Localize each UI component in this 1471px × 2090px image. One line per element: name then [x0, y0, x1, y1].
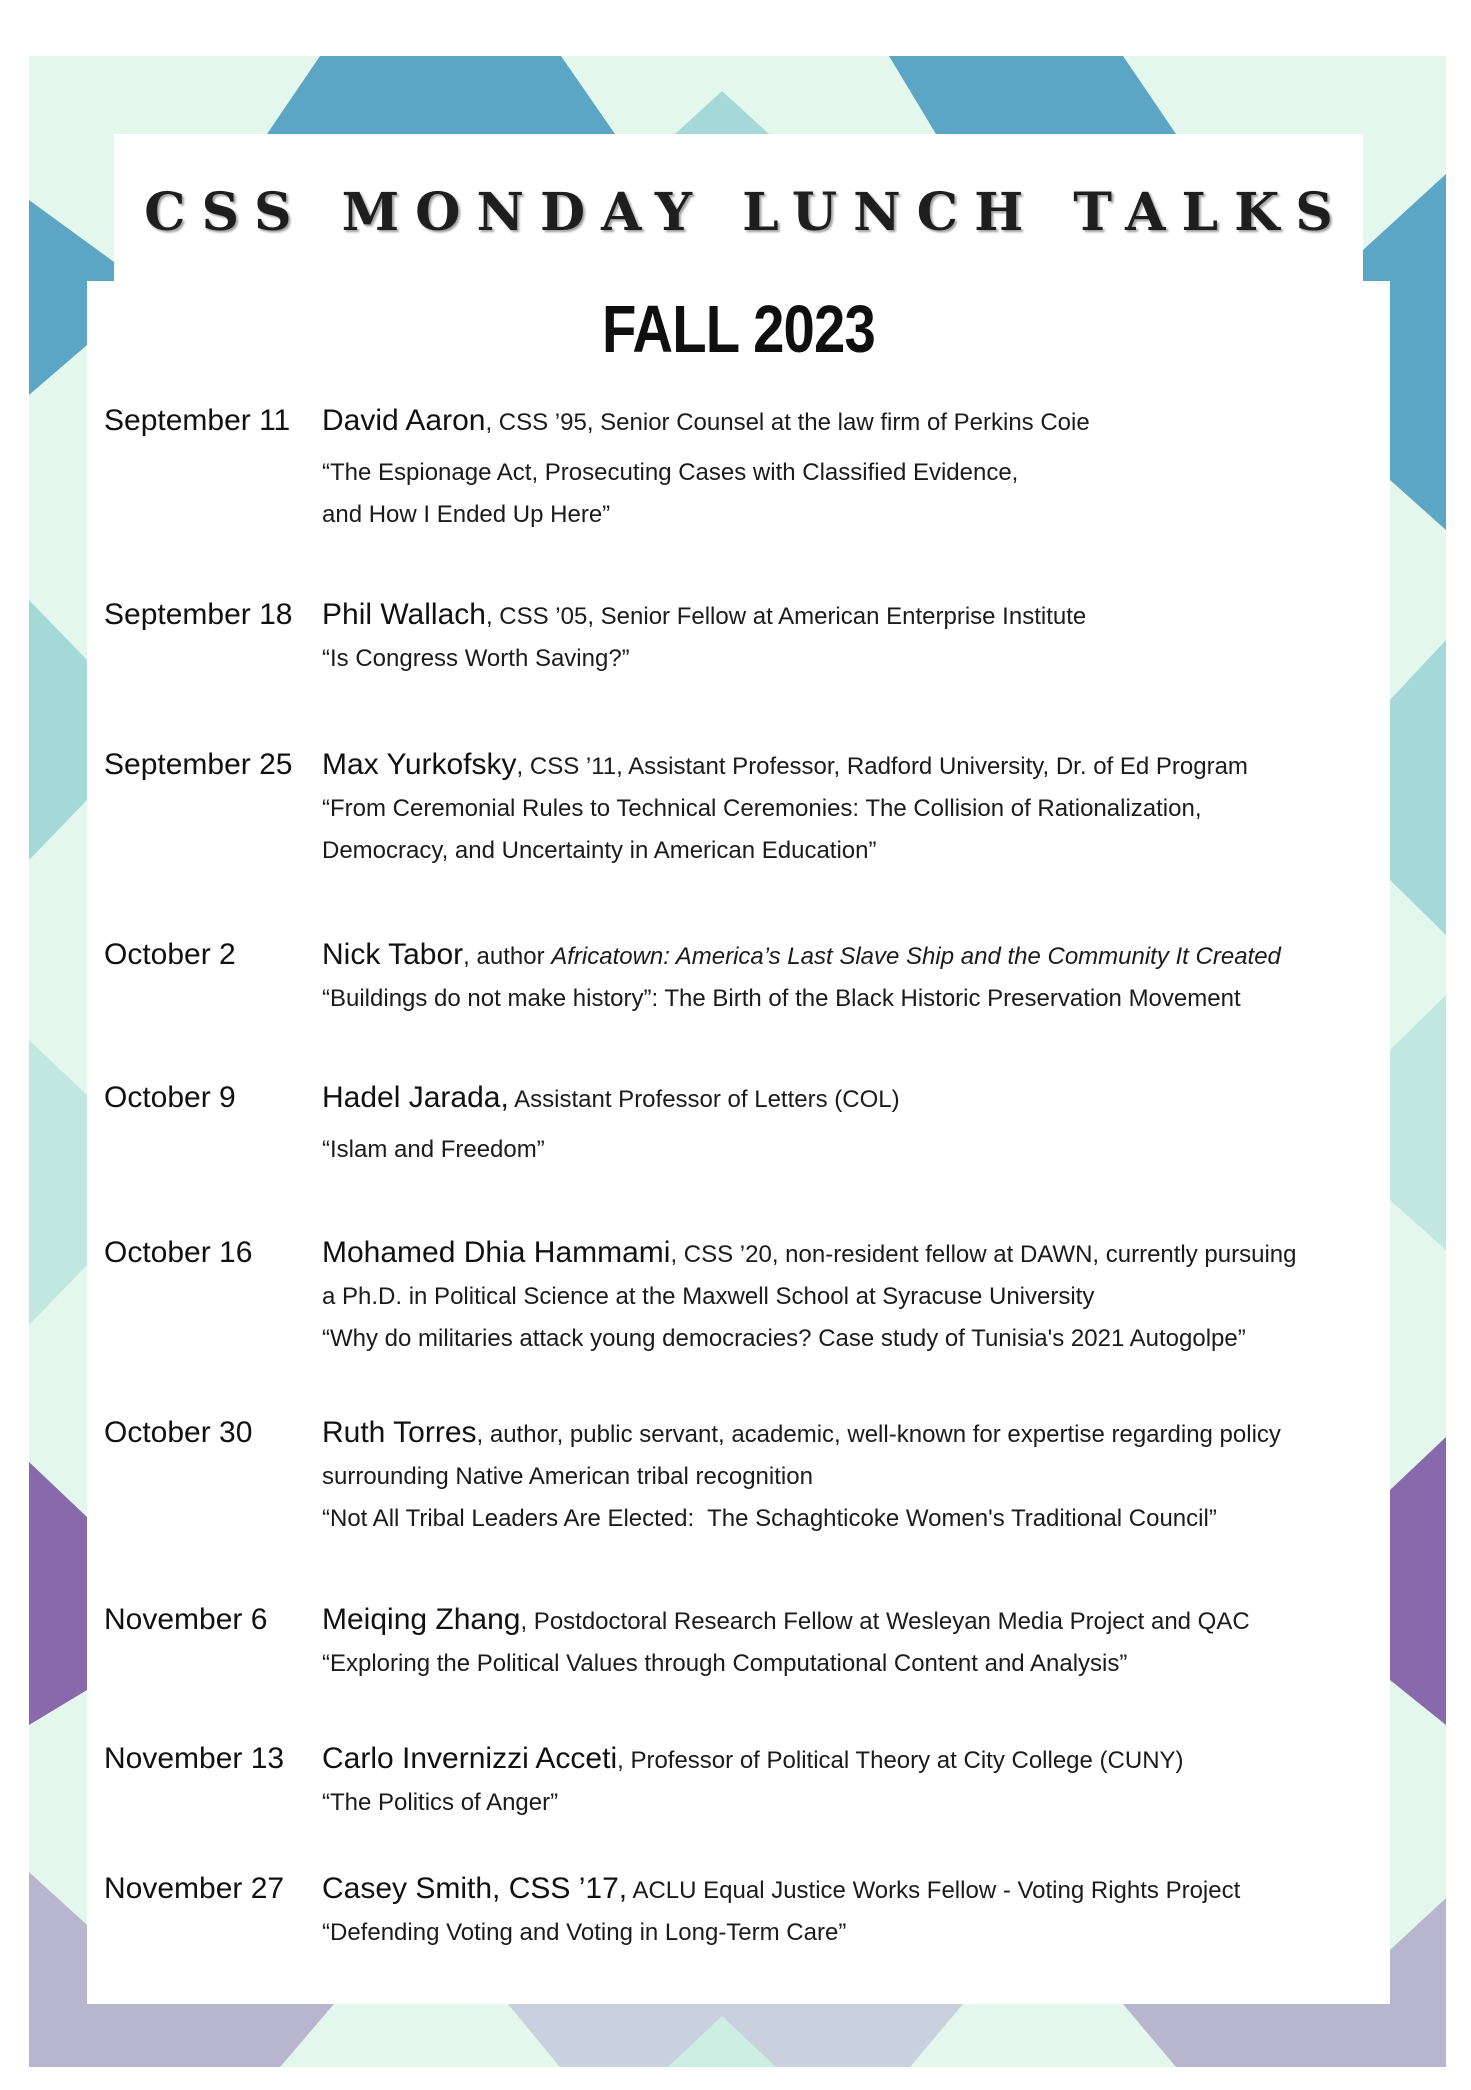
talk-date: September 18 [104, 598, 293, 631]
speaker-name: David Aaron [322, 404, 486, 437]
talk-info [322, 1738, 1184, 1824]
border-chevron-lavender [1123, 2004, 1446, 2067]
speaker-name: Carlo Invernizzi Acceti [322, 1742, 618, 1775]
speaker-affiliation: , Postdoctoral Research Fellow at Wesleyan Media Project and QAC [520, 1608, 1250, 1635]
talk-entry [104, 1868, 1384, 1998]
talk-date: November 13 [104, 1742, 285, 1775]
talk-entry [104, 594, 1384, 724]
talk-entry [104, 1412, 1384, 1542]
semester-heading [87, 292, 1390, 367]
speaker-affiliation: , CSS ’20, non-resident fellow at DAWN, currently pursuing [670, 1241, 1297, 1268]
speaker-line [322, 1232, 1297, 1276]
speaker-line [322, 1599, 1250, 1643]
speaker-name: Nick Tabor [322, 938, 464, 971]
speaker-name: Hadel Jarada, [322, 1081, 509, 1114]
talk-entry [104, 1077, 1384, 1207]
speaker-affiliation: , CSS ’11, Assistant Professor, Radford University, Dr. of Ed Program [516, 753, 1248, 780]
talk-info [322, 1868, 1240, 1954]
speaker-line [322, 1868, 1240, 1912]
talk-entry [104, 1738, 1384, 1868]
speaker-name: Ruth Torres [322, 1416, 477, 1449]
talk-date: November 6 [104, 1603, 268, 1636]
talk-info [322, 744, 1248, 872]
talk-entry [104, 1599, 1384, 1729]
talk-date: October 16 [104, 1236, 253, 1269]
speaker-affiliation: , author [463, 943, 552, 970]
talk-line: “Not All Tribal Leaders Are Elected: The Schaghticoke Women's Traditional Council” [322, 1505, 1217, 1532]
talk-line: “Islam and Freedom” [322, 1136, 545, 1163]
talk-entry [104, 1232, 1384, 1362]
speaker-affiliation: ACLU Equal Justice Works Fellow - Voting Rights Project [627, 1877, 1241, 1904]
talk-entry [104, 934, 1384, 1064]
talk-entry [104, 400, 1384, 530]
talk-date: October 2 [104, 938, 236, 971]
talk-line: “Is Congress Worth Saving?” [322, 645, 630, 672]
talk-info [322, 1599, 1250, 1685]
talk-line: Democracy, and Uncertainty in American Education” [322, 837, 877, 864]
speaker-line [322, 1077, 900, 1121]
speaker-affiliation: Assistant Professor of Letters (COL) [508, 1086, 900, 1113]
talk-line: a Ph.D. in Political Science at the Maxwell School at Syracuse University [322, 1283, 1095, 1310]
talk-line: “Why do militaries attack young democracies? Case study of Tunisia's 2021 Autogolpe” [322, 1325, 1246, 1352]
book-title: Africatown: America’s Last Slave Ship and the Community It Created [551, 943, 1281, 970]
talk-line: and How I Ended Up Here” [322, 501, 611, 528]
talk-info [322, 594, 1086, 680]
speaker-affiliation: , CSS ’95, Senior Counsel at the law firm of Perkins Coie [485, 409, 1090, 436]
speaker-line [322, 1738, 1184, 1782]
talk-date: October 30 [104, 1416, 253, 1449]
speaker-affiliation: , author, public servant, academic, well-known for expertise regarding policy [476, 1421, 1281, 1448]
speaker-line [322, 400, 1090, 444]
speaker-name: Max Yurkofsky [322, 748, 517, 781]
talk-info [322, 1232, 1297, 1360]
talk-line: “The Politics of Anger” [322, 1789, 559, 1816]
speaker-name: Phil Wallach [322, 598, 486, 631]
semester-heading-text: FALL 2023 [602, 292, 875, 367]
speaker-name: Mohamed Dhia Hammami [322, 1236, 671, 1269]
speaker-line [322, 744, 1248, 788]
talk-line: “Defending Voting and Voting in Long-Term Care” [322, 1919, 847, 1946]
talk-date: October 9 [104, 1081, 236, 1114]
speaker-affiliation: , CSS ’05, Senior Fellow at American Enterprise Institute [485, 603, 1087, 630]
speaker-name: Casey Smith, CSS ’17, [322, 1872, 628, 1905]
talk-line: “The Espionage Act, Prosecuting Cases with Classified Evidence, [322, 459, 1019, 486]
talk-date: September 25 [104, 748, 293, 781]
talk-info [322, 1412, 1281, 1540]
speaker-line [322, 934, 1281, 978]
talk-entry [104, 744, 1384, 874]
talk-date: September 11 [104, 404, 291, 437]
page-title: CSS MONDAY LUNCH TALKS [144, 182, 1349, 243]
talk-line: “Exploring the Political Values through Computational Content and Analysis” [322, 1650, 1128, 1677]
speaker-line [322, 594, 1086, 638]
border-chevron-blue [267, 56, 615, 134]
speaker-name: Meiqing Zhang [322, 1603, 521, 1636]
talk-info [322, 934, 1281, 1020]
talk-line: “Buildings do not make history”: The Birth of the Black Historic Preservation Movement [322, 985, 1241, 1012]
talk-info [322, 1077, 900, 1171]
talk-line: surrounding Native American tribal recognition [322, 1463, 813, 1490]
talk-date: November 27 [104, 1872, 285, 1905]
talk-info [322, 400, 1090, 536]
speaker-line [322, 1412, 1281, 1456]
talk-line: “From Ceremonial Rules to Technical Ceremonies: The Collision of Rationalization, [322, 795, 1202, 822]
speaker-affiliation: , Professor of Political Theory at City College (CUNY) [617, 1747, 1184, 1774]
